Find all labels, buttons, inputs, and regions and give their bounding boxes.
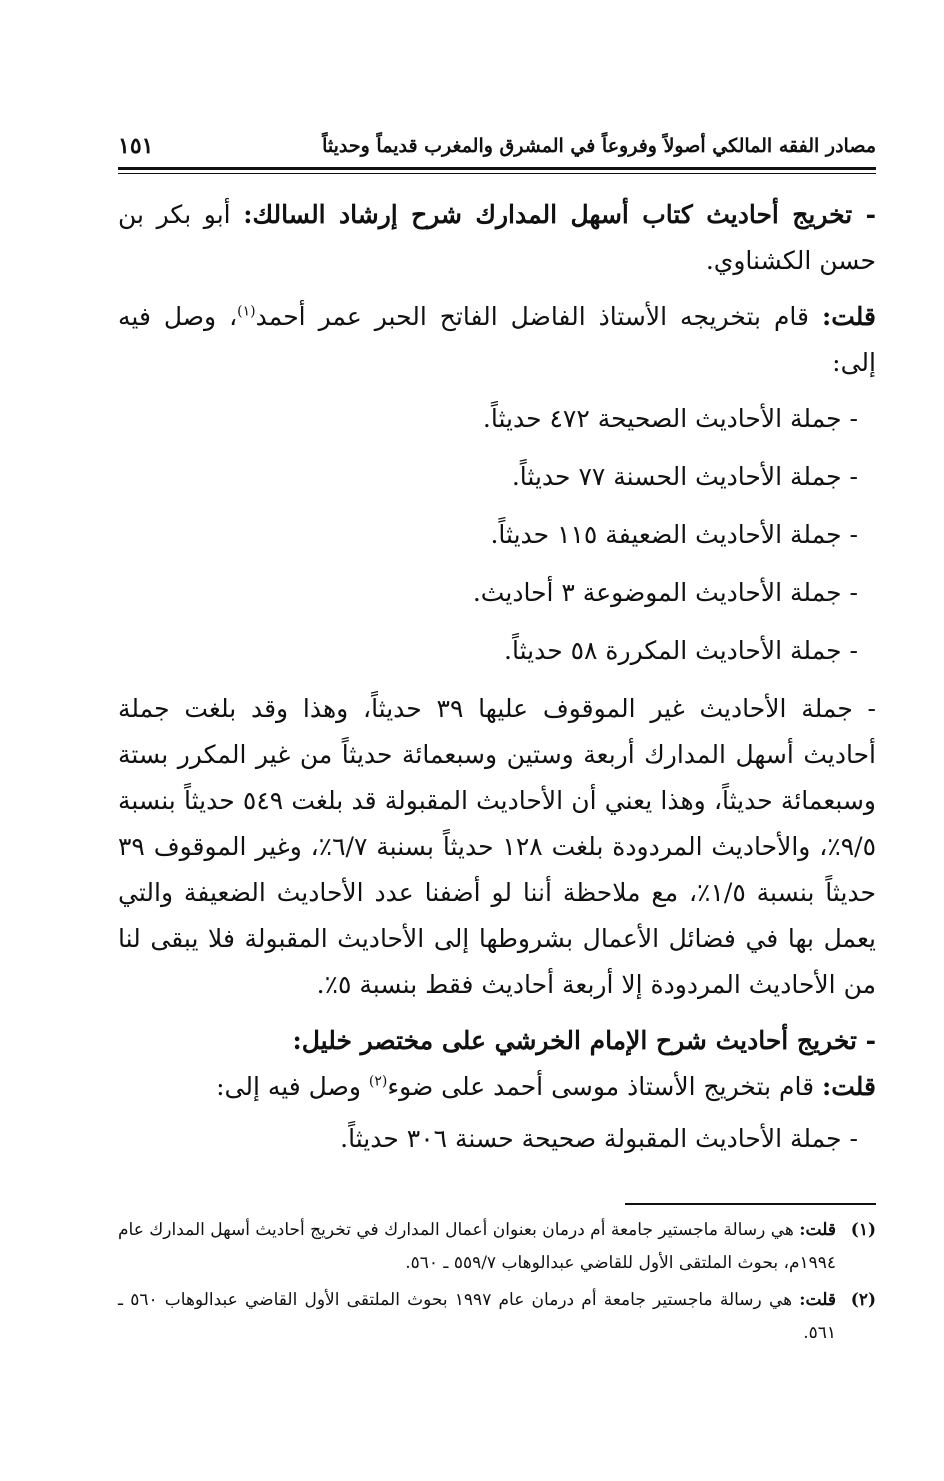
footnote-body: هي رسالة ماجستير جامعة أم درمان عام ١٩٩٧ بحوث الملتقى الأول القاضي عبدالوهاب ٥٦٠ ـ ٥٦١. xyxy=(118,1290,836,1343)
section2-note xyxy=(118,1064,876,1110)
footnotes xyxy=(118,1214,876,1354)
section1-paragraph: - جملة الأحاديث غير الموقوف عليها ٣٩ حديثاً، وهذا وقد بلغت جملة أحاديث أسهل المدارك أربعة وستين وسبعمائة حديثاً من غير المكرر بستة وسبعمائة حديثاً، وهذا يعني أن الأحاديث المقبولة قد بلغت ٥٤٩ حديثاً بنسبة ٩/٥٪، والأحاديث المردودة بلغت ١٢٨ حديثاً بسنبة ٦/٧٪، وغير الموقوف ٣٩ حديثاً بنسبة ١/٥٪، مع ملاحظة أننا لو أضفنا عدد الأحاديث الضعيفة والتي يعمل بها في فضائل الأعمال بشروطها إلى الأحاديث المقبولة فلا يبقى لنا من الأحاديث المردودة إلا أربعة أحاديث فقط بنسبة ٥٪. xyxy=(118,694,876,999)
footnote-ref-2: (٢) xyxy=(368,1073,388,1090)
footnote-1 xyxy=(118,1214,876,1280)
section1-note-end: ، وصل فيه إلى: xyxy=(118,302,876,377)
list-item: - جملة الأحاديث المقبولة صحيحة حسنة ٣٠٦ حديثاً. xyxy=(340,1124,858,1153)
list-item: - جملة الأحاديث الصحيحة ٤٧٢ حديثاً. xyxy=(482,404,858,433)
footnote-number: (١) xyxy=(850,1220,876,1240)
footnote-text xyxy=(118,1284,836,1350)
header-rule-thin xyxy=(118,173,876,174)
page-header xyxy=(118,126,876,166)
list-item: - جملة الأحاديث الحسنة ٧٧ حديثاً. xyxy=(511,462,858,491)
footnote-separator xyxy=(625,1203,876,1205)
main-text xyxy=(118,192,876,1168)
section1-heading xyxy=(118,192,876,284)
section2-title: - تخريج أحاديث شرح الإمام الخرشي على مختصر خليل: xyxy=(292,1026,876,1055)
section1-note-label: قلت: xyxy=(821,302,876,331)
section2-note-text: قام بتخريج الأستاذ موسى أحمد على ضوء xyxy=(387,1072,822,1101)
section1-note xyxy=(118,294,876,386)
footnote-text xyxy=(118,1214,836,1280)
footnote-number: (٢) xyxy=(850,1290,876,1310)
footnote-ref-1: (١) xyxy=(237,303,256,320)
section1-author: أبو بكر بن حسن الكشناوي. xyxy=(118,200,876,275)
running-title: مصادر الفقه المالكي أصولاً وفروعاً في المشرق والمغرب قديماً وحديثاً xyxy=(322,135,876,157)
list-item: - جملة الأحاديث الضعيفة ١١٥ حديثاً. xyxy=(490,520,858,549)
section2-note-end: وصل فيه إلى: xyxy=(216,1072,369,1101)
section1-title: - تخريج أحاديث كتاب أسهل المدارك شرح إرشاد السالك: xyxy=(243,200,876,229)
page-number: ١٥١ xyxy=(118,133,154,159)
footnote-body: هي رسالة ماجستير جامعة أم درمان بعنوان أعمال المدارك في تخريج أحاديث أسهل المدارك عام ١٩٩٤م، بحوث الملتقى الأول للقاضي عبدالوهاب ٥٥٩/٧ ـ ٥٦٠. xyxy=(118,1220,836,1273)
section2-note-label: قلت: xyxy=(821,1072,876,1101)
footnote-label: قلت: xyxy=(799,1220,836,1240)
header-rule-thick xyxy=(118,167,876,170)
footnote-label: قلت: xyxy=(799,1290,837,1310)
list-item: - جملة الأحاديث المكررة ٥٨ حديثاً. xyxy=(504,636,858,665)
section1-note-text: قام بتخريجه الأستاذ الفاضل الفاتح الحبر عمر أحمد xyxy=(255,302,822,331)
list-item: - جملة الأحاديث الموضوعة ٣ أحاديث. xyxy=(472,578,858,607)
footnote-2 xyxy=(118,1284,876,1350)
